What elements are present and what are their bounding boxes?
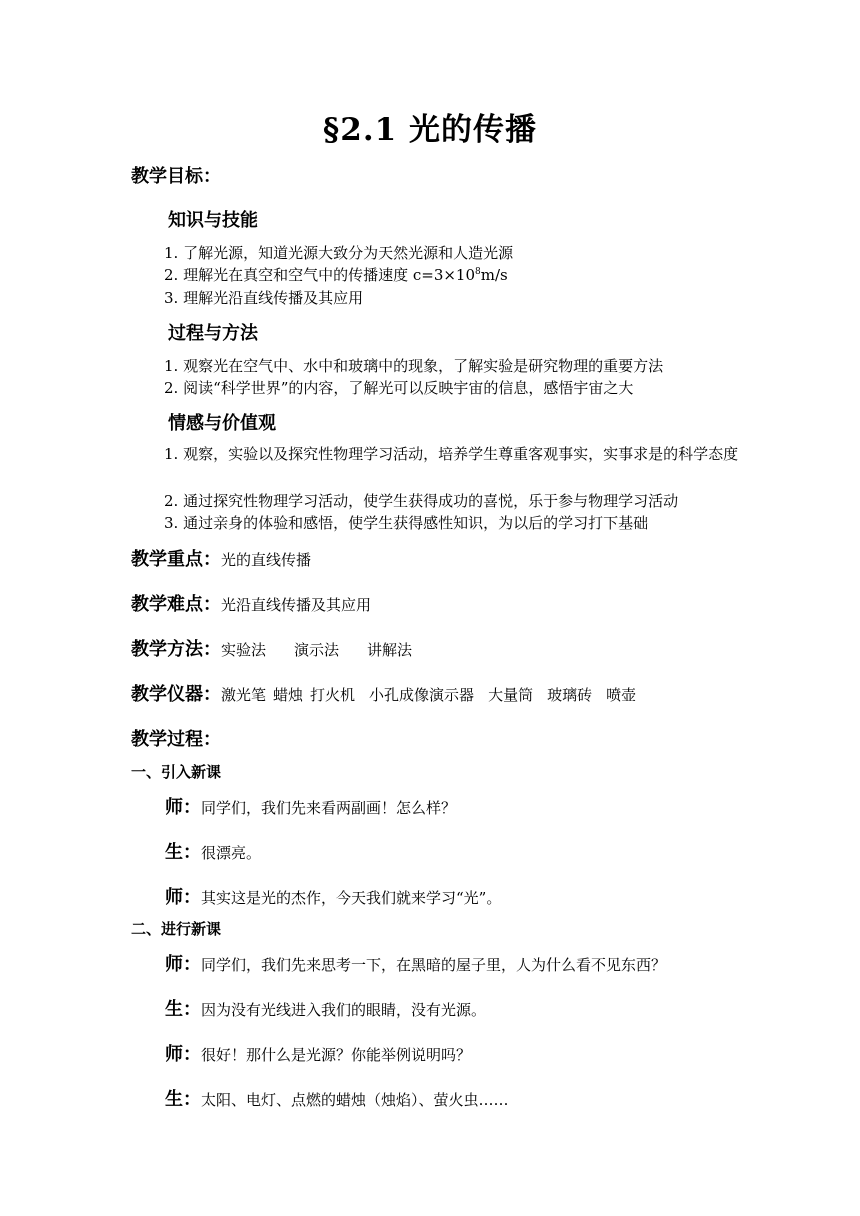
instrument-item: 蜡烛 (273, 686, 304, 704)
dialog-text: 因为没有光线进入我们的眼睛，没有光源。 (201, 1001, 487, 1019)
knowledge-item-2-exponent: 8 (475, 267, 481, 277)
method-item: 实验法 (221, 641, 267, 659)
dialog-speaker: 生： (165, 1089, 201, 1110)
dialog-speaker: 生： (165, 842, 201, 863)
dialog-speaker: 师： (165, 887, 201, 908)
process-method-heading: 过程与方法 (168, 323, 258, 344)
dialog-text: 很好！那什么是光源？你能举例说明吗？ (201, 1046, 472, 1064)
process-heading: 教学过程： (131, 729, 221, 750)
knowledge-heading: 知识与技能 (168, 210, 258, 231)
difficulty-value: 光沿直线传播及其应用 (221, 596, 372, 614)
instrument-item: 激光笔 (221, 686, 267, 704)
dialog-text: 太阳、电灯、点燃的蜡烛（烛焰）、萤火虫…… (201, 1091, 509, 1109)
instruments-label: 教学仪器： (131, 684, 221, 705)
difficulty-line (131, 590, 371, 616)
method-item: 讲解法 (367, 641, 413, 659)
process-item-2: 2. 阅读“科学世界”的内容，了解光可以反映宇宙的信息，感悟宇宙之大 (164, 379, 634, 397)
dialog-text: 其实这是光的杰作，今天我们就来学习“光”。 (201, 889, 502, 907)
emotion-item-3: 3. 通过亲身的体验和感悟，使学生获得感性知识，为以后的学习打下基础 (164, 514, 649, 532)
dialog-text: 同学们，我们先来思考一下，在黑暗的屋子里，人为什么看不见东西？ (201, 956, 667, 974)
dialog-speaker: 生： (165, 999, 201, 1020)
emotion-item-1 (131, 443, 756, 466)
instrument-item: 玻璃砖 (547, 686, 593, 704)
key-point-value: 光的直线传播 (221, 551, 312, 569)
instrument-item: 打火机 (310, 686, 356, 704)
objectives-heading: 教学目标： (131, 166, 221, 187)
methods-label: 教学方法： (131, 639, 221, 660)
dialog-line (165, 995, 486, 1021)
dialog-speaker: 师： (165, 954, 201, 975)
emotion-item-1-text: 1. 观察，实验以及探究性物理学习活动，培养学生尊重客观事实，实事求是的科学态度 (164, 445, 739, 463)
process-item-1: 1. 观察光在空气中、水中和玻璃中的现象，了解实验是研究物理的重要方法 (164, 357, 664, 375)
difficulty-label: 教学难点： (131, 594, 221, 615)
method-item: 演示法 (294, 641, 340, 659)
section-intro-heading: 一、引入新课 (131, 763, 222, 781)
knowledge-item-2-text: 2. 理解光在真空和空气中的传播速度 c=3×10 (164, 266, 476, 284)
emotion-item-2: 2. 通过探究性物理学习活动，使学生获得成功的喜悦，乐于参与物理学习活动 (164, 492, 679, 510)
dialog-speaker: 师： (165, 1044, 201, 1065)
key-point-label: 教学重点： (131, 549, 221, 570)
dialog-line (165, 1085, 509, 1111)
dialog-line (165, 838, 261, 864)
instrument-item: 小孔成像演示器 (369, 686, 475, 704)
knowledge-item-1: 1. 了解光源，知道光源大致分为天然光源和人造光源 (164, 244, 514, 262)
instrument-item: 大量筒 (488, 686, 534, 704)
dialog-text: 很漂亮。 (201, 844, 262, 862)
key-point-line (131, 545, 311, 571)
instruments-line (131, 680, 636, 706)
dialog-speaker: 师： (165, 797, 201, 818)
dialog-line (165, 950, 666, 976)
emotion-heading: 情感与价值观 (168, 413, 276, 434)
methods-line (131, 635, 412, 661)
knowledge-item-2 (164, 264, 508, 285)
knowledge-item-3: 3. 理解光沿直线传播及其应用 (164, 289, 364, 307)
dialog-line (165, 793, 456, 819)
page-title: §2.1 光的传播 (323, 112, 537, 148)
dialog-text: 同学们，我们先来看两副画！怎么样？ (201, 799, 457, 817)
dialog-line (165, 883, 501, 909)
section-new-heading: 二、进行新课 (131, 920, 222, 938)
dialog-line (165, 1040, 471, 1066)
instrument-item: 喷壶 (606, 686, 637, 704)
knowledge-item-2-unit: m/s (480, 266, 508, 284)
